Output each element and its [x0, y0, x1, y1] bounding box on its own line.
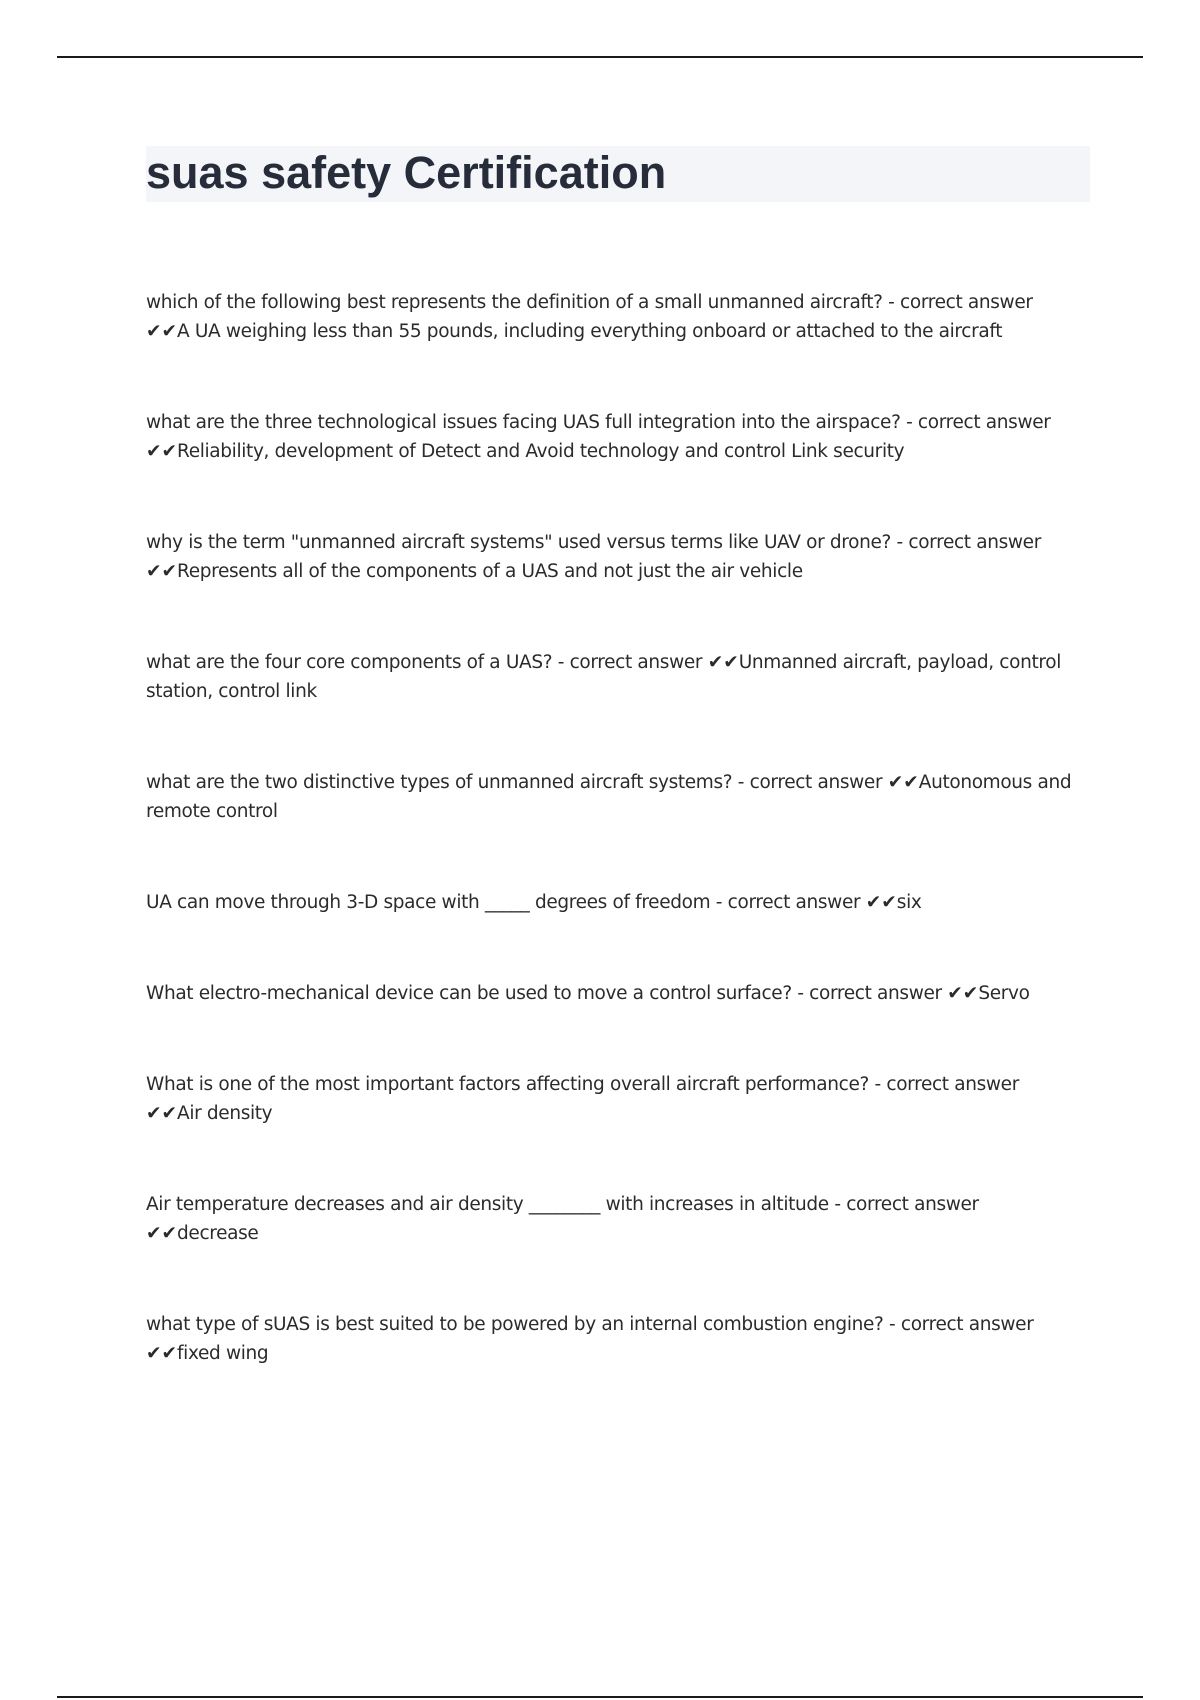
qa-item — [146, 288, 1092, 346]
question-text: what are the three technological issues facing UAS full integration into the airspace? — [146, 412, 901, 433]
bottom-rule — [57, 1696, 1143, 1698]
question-text: why is the term "unmanned aircraft systems" used versus terms like UAV or drone? — [146, 532, 891, 553]
answer-separator: - correct answer — [890, 532, 1041, 553]
answer-text: Air density — [177, 1103, 273, 1124]
answer-separator: - correct answer — [552, 652, 708, 673]
question-text: UA can move through 3-D space with _____ degrees of freedom — [146, 892, 711, 913]
question-text: which of the following best represents the definition of a small unmanned aircraft? — [146, 292, 883, 313]
check-icon: ✔✔ — [865, 892, 897, 913]
answer-separator: - correct answer — [828, 1194, 979, 1215]
check-icon: ✔✔ — [146, 1223, 178, 1244]
answer-separator: - correct answer — [900, 412, 1051, 433]
check-icon: ✔✔ — [707, 652, 739, 673]
answer-separator: - correct answer — [791, 983, 948, 1004]
question-text: what are the four core components of a UAS? — [146, 652, 553, 673]
answer-text: Reliability, development of Detect and Avoid technology and control Link security — [177, 441, 905, 462]
answer-text: A UA weighing less than 55 pounds, including everything onboard or attached to the aircraft — [177, 321, 1003, 342]
qa-item — [146, 648, 1092, 706]
check-icon: ✔✔ — [146, 1103, 178, 1124]
check-icon: ✔✔ — [146, 441, 178, 462]
question-text: what are the two distinctive types of unmanned aircraft systems? — [146, 772, 733, 793]
top-rule — [57, 56, 1143, 58]
answer-separator: - correct answer — [882, 292, 1033, 313]
qa-item — [146, 979, 1092, 1008]
document-title: suas safety Certification — [146, 147, 667, 198]
qa-item — [146, 888, 1092, 917]
answer-text: fixed wing — [177, 1343, 269, 1364]
question-text: What is one of the most important factors affecting overall aircraft performance? — [146, 1074, 869, 1095]
question-text: Air temperature decreases and air density ________ with increases in altitude — [146, 1194, 829, 1215]
check-icon: ✔✔ — [947, 983, 979, 1004]
qa-item — [146, 768, 1092, 826]
answer-separator: - correct answer — [869, 1074, 1019, 1095]
answer-text: Represents all of the components of a UAS and not just the air vehicle — [177, 561, 803, 582]
question-answer-list — [146, 288, 1092, 1430]
answer-text: decrease — [177, 1223, 259, 1244]
check-icon: ✔✔ — [146, 321, 178, 342]
answer-text: six — [896, 892, 922, 913]
qa-item — [146, 1190, 1092, 1248]
check-icon: ✔✔ — [887, 772, 919, 793]
check-icon: ✔✔ — [146, 1343, 178, 1364]
qa-item — [146, 1310, 1092, 1368]
answer-text: Servo — [978, 983, 1030, 1004]
answer-text: Autonomous and remote control — [146, 772, 1072, 822]
question-text: What electro-mechanical device can be used to move a control surface? — [146, 983, 792, 1004]
qa-item — [146, 1070, 1092, 1128]
answer-separator: - correct answer — [710, 892, 866, 913]
answer-separator: - correct answer — [732, 772, 888, 793]
qa-item — [146, 528, 1092, 586]
check-icon: ✔✔ — [146, 561, 178, 582]
answer-text: Unmanned aircraft, payload, control station, control link — [146, 652, 1061, 702]
question-text: what type of sUAS is best suited to be powered by an internal combustion engine? — [146, 1314, 884, 1335]
qa-item — [146, 408, 1092, 466]
answer-separator: - correct answer — [883, 1314, 1034, 1335]
